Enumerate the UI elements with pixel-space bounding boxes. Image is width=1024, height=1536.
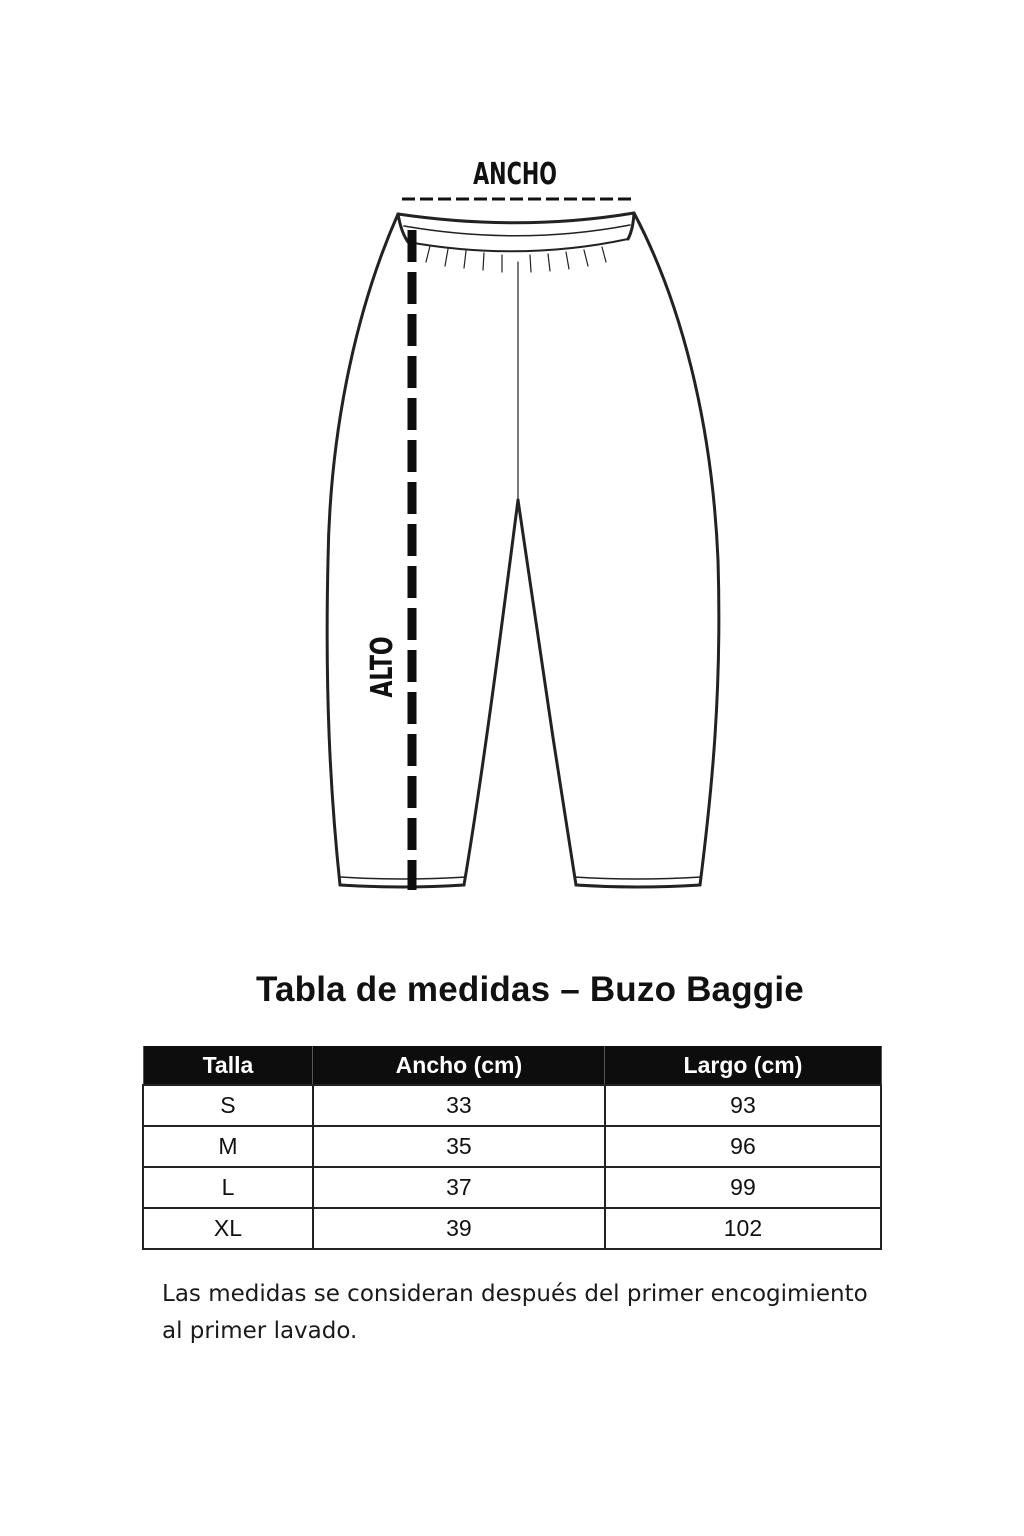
- pants-outline: [327, 213, 719, 887]
- cell-largo: 99: [605, 1167, 881, 1208]
- header-largo: Largo (cm): [605, 1046, 881, 1085]
- table-row: [143, 1208, 881, 1249]
- table-row: [143, 1085, 881, 1126]
- cell-talla: L: [143, 1167, 313, 1208]
- header-talla: Talla: [143, 1046, 313, 1085]
- cell-talla: XL: [143, 1208, 313, 1249]
- cell-ancho: 37: [313, 1167, 605, 1208]
- size-table: [142, 1046, 882, 1250]
- height-label: ALTO: [365, 636, 400, 698]
- table-row: [143, 1126, 881, 1167]
- cell-talla: M: [143, 1126, 313, 1167]
- shrinkage-note: Las medidas se consideran después del primer encogimiento al primer lavado.: [162, 1281, 868, 1344]
- table-row: [143, 1167, 881, 1208]
- cell-talla: S: [143, 1085, 313, 1126]
- page-title: Tabla de medidas – Buzo Baggie: [256, 970, 804, 1009]
- cell-ancho: 39: [313, 1208, 605, 1249]
- table-header-row: [143, 1046, 881, 1085]
- header-ancho: Ancho (cm): [313, 1046, 605, 1085]
- cell-ancho: 35: [313, 1126, 605, 1167]
- width-label: ANCHO: [473, 157, 557, 193]
- cell-largo: 102: [605, 1208, 881, 1249]
- cell-largo: 93: [605, 1085, 881, 1126]
- cell-largo: 96: [605, 1126, 881, 1167]
- cell-ancho: 33: [313, 1085, 605, 1126]
